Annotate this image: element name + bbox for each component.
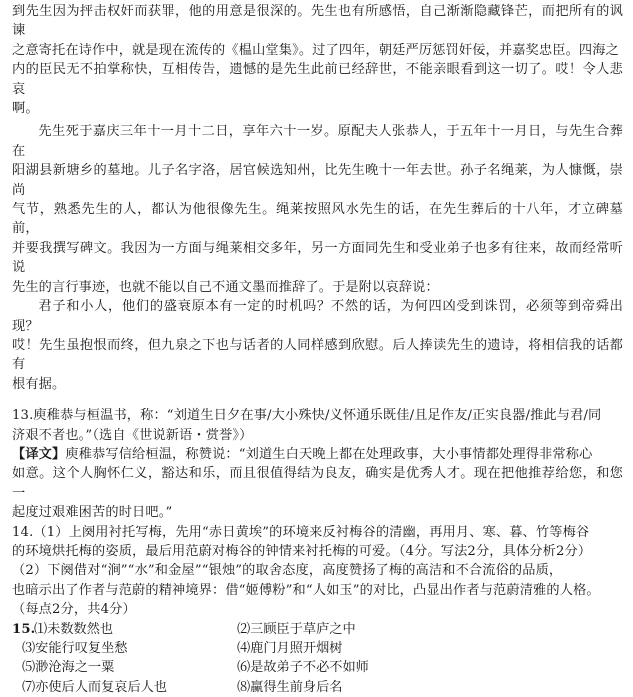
question-13: [12, 406, 623, 522]
translation-tag: 【译文】: [12, 446, 66, 462]
passage-paragraph-3: [12, 297, 623, 394]
translation-line: [12, 445, 623, 464]
text-line: （2）下阕借对“涧”“水”和金屋”“银烛”的取舍态度，高度赞扬了梅的高洁和不合流俗的品质，: [12, 563, 563, 579]
text-line: 14.（1）上阕用衬托写梅，先用“赤日黄埃”的环境来反衬梅谷的清幽，再用月、寒、暮、竹等梅谷: [12, 524, 590, 540]
answer-item: ⑶安能行叹复坐愁: [22, 641, 128, 657]
text-line: 内的臣民无不拍掌称快，互相传告，遗憾的是先生此前已经辞世，不能亲眼看到这一切了。哎！令人悲哀: [12, 62, 623, 97]
text-line: 如意。这个人胸怀仁义，豁达和乐，而且很值得结为良友，确实是优秀人才。现在把他推荐给您，和您一: [12, 466, 623, 501]
text-line: 哎！先生虽抱恨而终，但九泉之下也与话者的人同样感到欣慰。后人捧读先生的遗诗，将相信我的话都有: [12, 337, 623, 373]
answer-item: ⑹是故弟子不必不如师: [237, 660, 369, 676]
text-line: 济艰不者也。”（选自《世说新语・赏誉》）: [12, 427, 253, 443]
answer-item: ⑴未数数然也: [34, 621, 114, 637]
text-line: 先生的言行事迹，也就不能以自己不通文墨而推辞了。于是附以哀辞说：: [12, 279, 439, 295]
text-line: 根有据。: [12, 376, 66, 392]
text-span: 庾稚恭写信给桓温，称赞说：“刘道生白天晚上都在处理政事，大小事情都处理得非常称心: [65, 446, 593, 462]
answer-grid: [22, 620, 623, 697]
answer-item: ⑸渺沧海之一粟: [22, 660, 115, 676]
question-15: [12, 620, 623, 697]
text-line: 起度过艰难困苦的时日吧。”: [12, 505, 173, 521]
text-line: 到先生因为抨击权奸而获罪，他的用意是很深的。先生也有所感悟，自己渐渐隐藏锋芒，而把所有的讽谏: [12, 4, 623, 39]
answer-item: ⑺亦使后人而复哀后人也: [22, 679, 168, 695]
answer-item: ⑻赢得生前身后名: [237, 679, 343, 695]
text-line: 啊。: [12, 101, 39, 117]
question-14: [12, 523, 623, 620]
text-line: 先生死于嘉庆三年十一月十二日，享年六十一岁。原配夫人张恭人，于五年十一月日，与先生合葬在: [12, 124, 623, 159]
answer-item: ⑷鹿门月照开烟树: [237, 641, 343, 657]
text-line: 气节，熟悉先生的人，都认为他很像先生。绳莱按照风水先生的话，在先生葬后的十八年，才立碑墓前，: [12, 202, 623, 237]
text-line: 也暗示出了作者与范蔚的精神境界：借“姬傅粉”和“人如玉”的对比，凸显出作者与范蔚清雅的人格。: [12, 582, 600, 598]
text-line: （每点2分，共4分）: [12, 602, 136, 618]
question-label: 15.: [12, 621, 36, 637]
text-line: 阳湖县新塘乡的墓地。儿子名字洛，居官候选知州，比先生晚十一年去世。孙子名绳莱，为人慷慨，崇尚: [12, 163, 623, 198]
text-line: 君子和小人，他们的盛衰原本有一定的时机吗？不然的话，为何四凶受到诛罚，必须等到帝舜出现？: [12, 299, 623, 334]
text-line: 13.庾稚恭与桓温书，称：“刘道生日夕在事/大小殊快/义怀通乐既佳/且足作友/正实良器/推此与君/同: [12, 408, 602, 424]
text-line: 并要我撰写碑文。我因为一方面与绳莱相交多年，另一方面同先生和受业弟子也多有往来，故而经常听说: [12, 240, 623, 276]
text-line: 的环境烘托梅的姿质，最后用范蔚对梅谷的钟情来衬托梅的可爱。（4分。写法2分，具体分析2分）: [12, 543, 592, 559]
passage-paragraph-2: [12, 122, 623, 297]
text-line: 之意寄托在诗作中，就是现在流传的《榅山堂集》。过了四年，朝廷严厉惩罚奸佞，并嘉奖忠臣。四海之: [12, 42, 619, 58]
answer-item: ⑵三顾臣于草庐之中: [237, 621, 356, 637]
passage-paragraph-1: [12, 2, 623, 118]
